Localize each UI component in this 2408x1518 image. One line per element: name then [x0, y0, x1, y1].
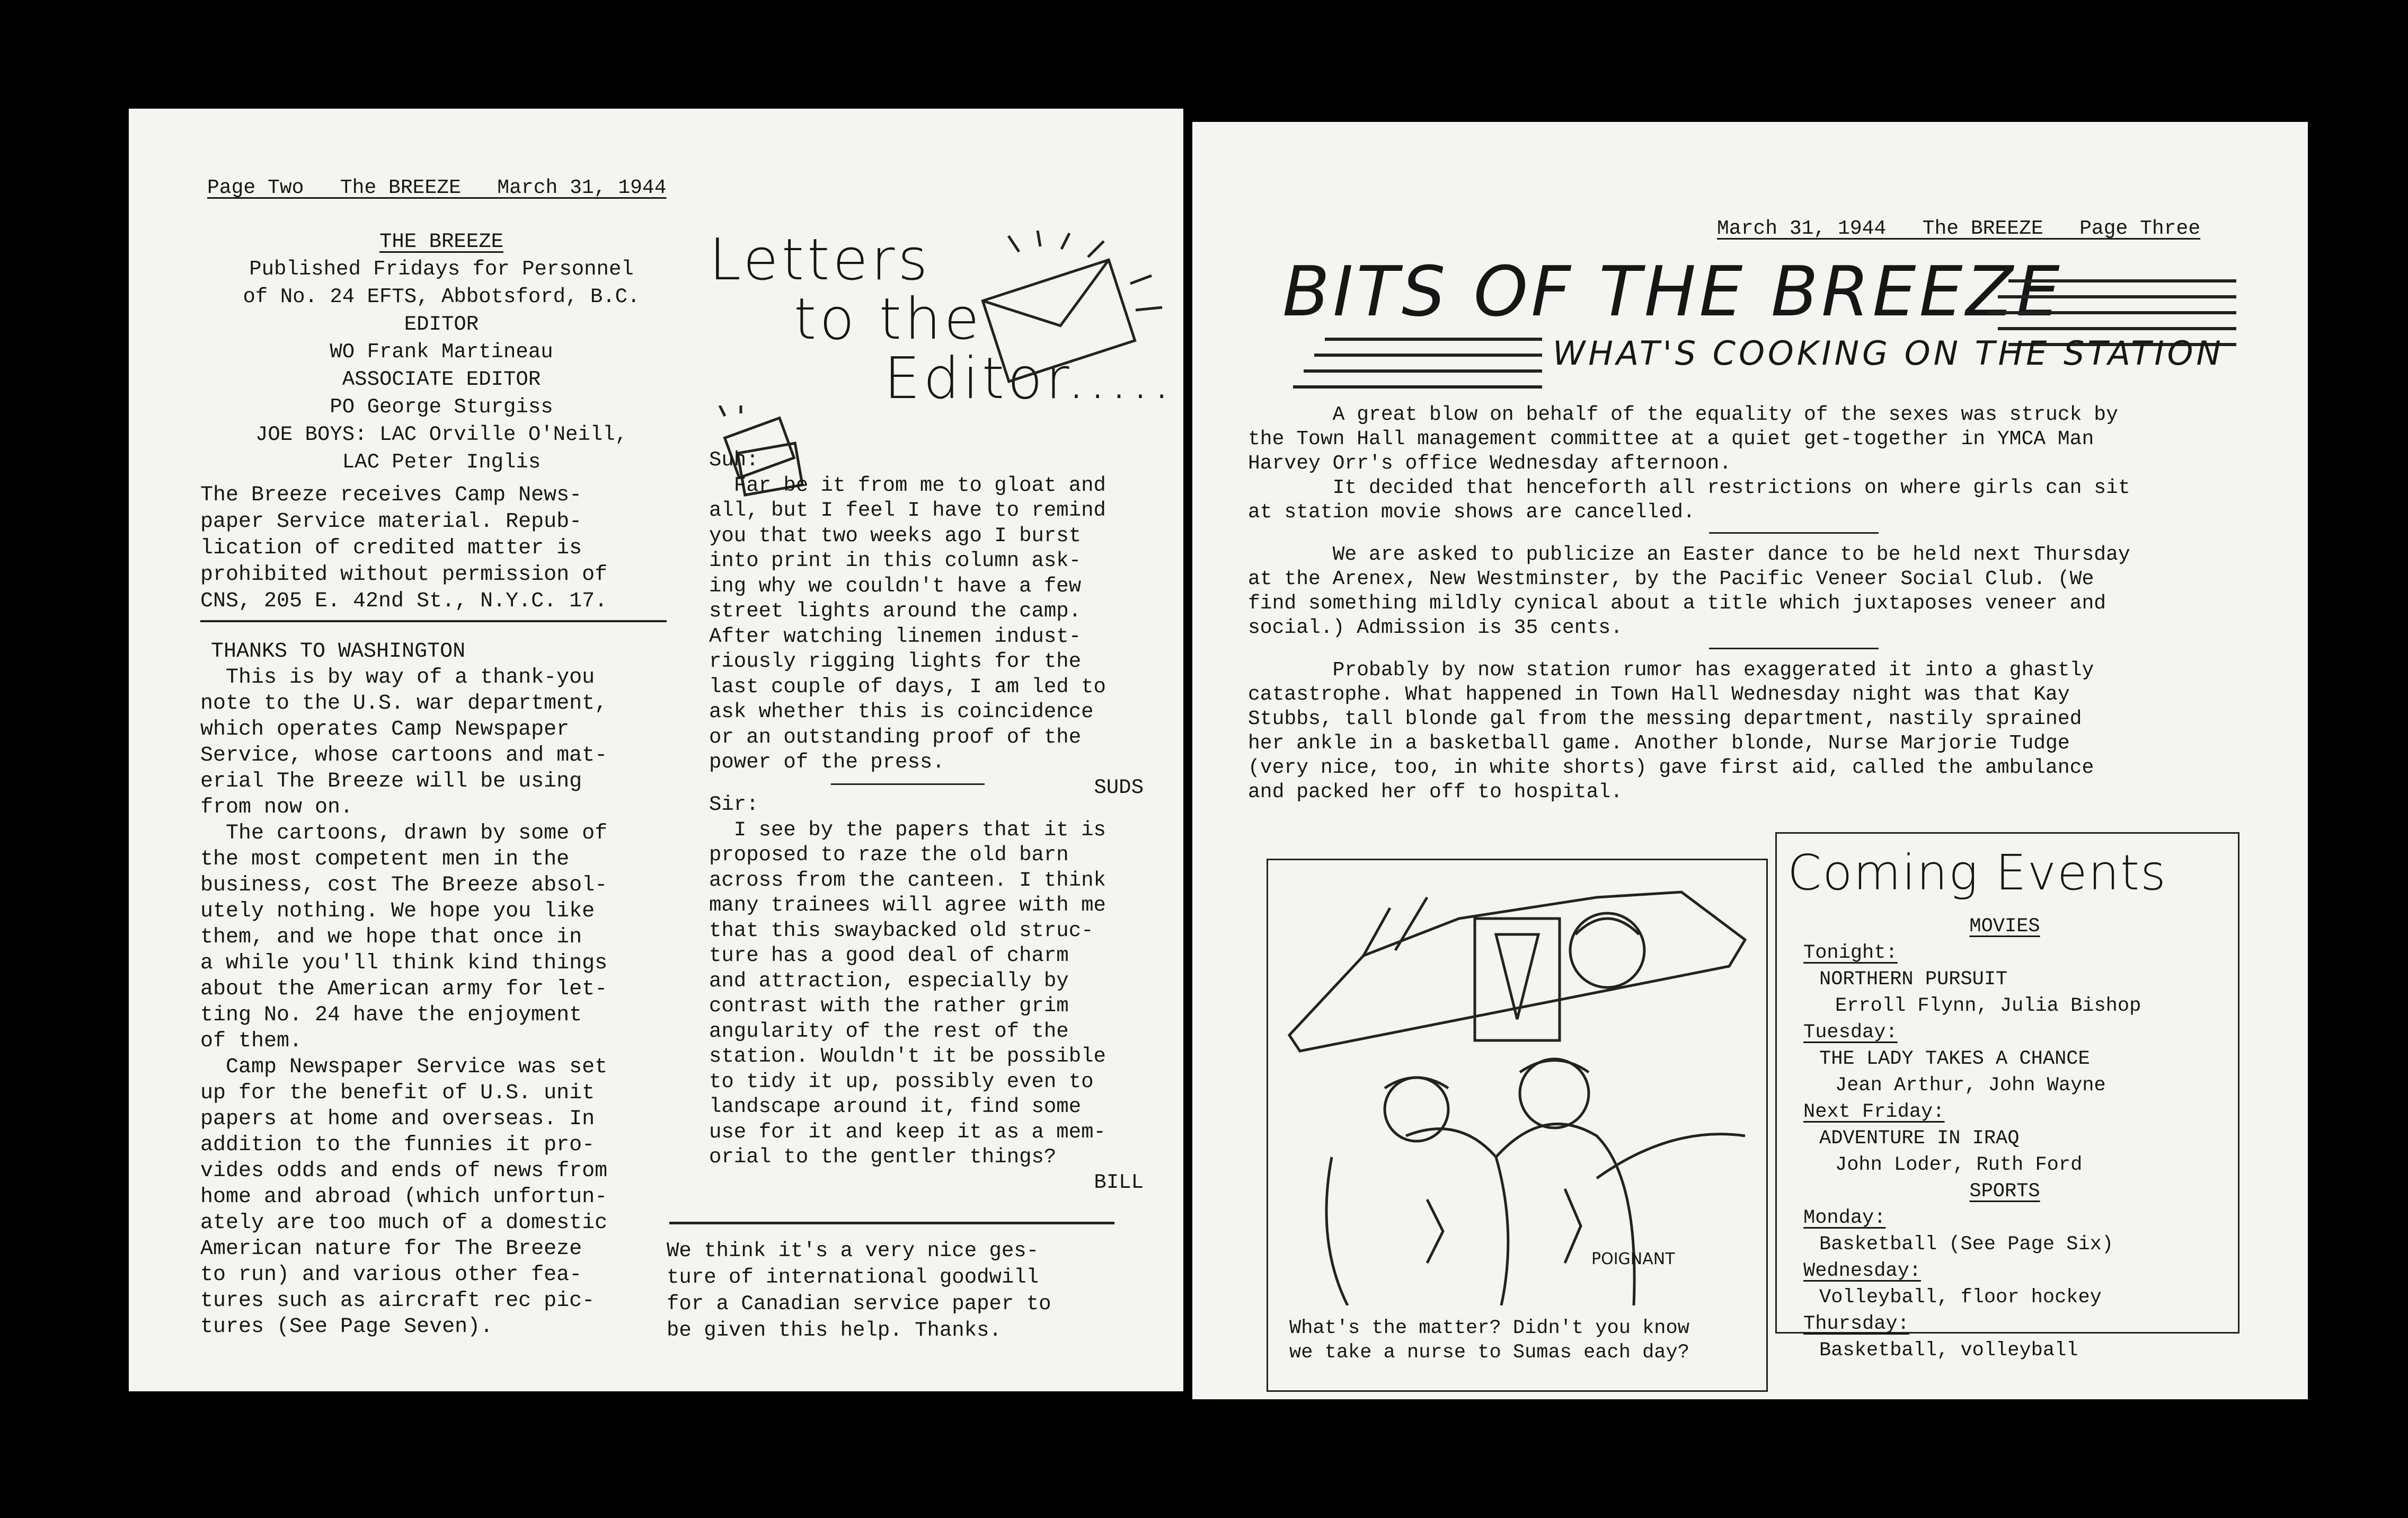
article-line: ting No. 24 have the enjoyment — [200, 1003, 582, 1027]
paragraph-line: at the Arenex, New Westminster, by the Pacific Veneer Social Club. (We — [1248, 568, 2094, 590]
letter-line: many trainees will agree with me — [709, 894, 1106, 917]
article-line: home and abroad (which unfortun- — [200, 1185, 608, 1209]
letter-line: contrast with the rather grim — [709, 994, 1069, 1018]
sports-event: Basketball (See Page Six) — [1819, 1233, 2114, 1256]
letter-line: angularity of the rest of the — [709, 1019, 1069, 1043]
article-line: The cartoons, drawn by some of — [200, 822, 608, 845]
joe-boys-line: JOE BOYS: LAC Orville O'Neill, — [255, 423, 628, 446]
article-line: about the American army for let- — [200, 977, 608, 1001]
letter-signature: BILL — [1094, 1170, 1144, 1194]
paragraph-line: A great blow on behalf of the equality of the sexes was struck by — [1248, 403, 2118, 426]
event-day: Tuesday: — [1803, 1021, 1898, 1044]
article-line: Camp Newspaper Service was set — [200, 1055, 608, 1079]
editor-note-line: be given this help. Thanks. — [667, 1319, 1002, 1342]
paragraph-line: Probably by now station rumor has exaggerated it into a ghastly — [1248, 659, 2094, 682]
letter-line: power of the press. — [709, 751, 945, 774]
letter-line: After watching linemen indust- — [709, 624, 1082, 648]
notice-rule — [200, 620, 667, 622]
letter-signature: SUDS — [1094, 775, 1144, 799]
caption-line: we take a nurse to Sumas each day? — [1289, 1342, 1689, 1364]
cartoon-drawing — [1268, 860, 1766, 1305]
event-day: Wednesday: — [1803, 1260, 1922, 1282]
movie-title: NORTHERN PURSUIT — [1819, 968, 2008, 991]
thanks-article — [200, 639, 669, 1340]
article-line: from now on. — [200, 796, 353, 819]
letter-line: and attraction, especially by — [709, 969, 1069, 993]
letter-line: into print in this column ask- — [709, 549, 1082, 572]
masthead-published-line: Published Fridays for Personnel — [249, 258, 634, 281]
paragraph-line: the Town Hall management committee at a quiet get-together in YMCA Man — [1248, 428, 2094, 451]
letters-heading-line: Editor..... — [884, 346, 1174, 412]
notice-line: The Breeze receives Camp News- — [200, 483, 582, 507]
bits-paragraph — [1248, 543, 2276, 640]
article-line: tures (See Page Seven). — [200, 1315, 493, 1339]
movies-list — [1787, 940, 2222, 1178]
events-title: Coming Events — [1787, 844, 2167, 901]
article-line: papers at home and overseas. In — [200, 1107, 595, 1131]
paragraph-line: We are asked to publicize an Easter dance to be held next Thursday — [1248, 543, 2130, 566]
article-line: note to the U.S. war department, — [200, 692, 608, 716]
figure-right — [1496, 1124, 1634, 1306]
masthead — [203, 228, 680, 476]
article-line: Service, whose cartoons and mat- — [200, 744, 608, 767]
editor-note-line: We think it's a very nice ges- — [667, 1239, 1039, 1263]
editor-note — [667, 1238, 1112, 1344]
letter-line: station. Wouldn't it be possible — [709, 1045, 1106, 1068]
letter-line: proposed to raze the old barn — [709, 843, 1069, 867]
letter-line: ing why we couldn't have a few — [709, 574, 1082, 598]
letter-line: or an outstanding proof of the — [709, 725, 1082, 749]
article-line: addition to the funnies it pro- — [200, 1133, 595, 1157]
letter-line: ask whether this is coincidence — [709, 700, 1094, 723]
movie-stars: Erroll Flynn, Julia Bishop — [1835, 995, 2141, 1017]
divider-rule — [1709, 532, 1879, 534]
paragraph-line: Stubbs, tall blonde gal from the messing department, nastily sprained — [1248, 708, 2082, 730]
letter-line: that this swaybacked old struc- — [709, 919, 1094, 942]
sports-list — [1787, 1205, 2222, 1364]
paragraph-line: at station movie shows are cancelled. — [1248, 501, 1695, 524]
letter-line: across from the canteen. I think — [709, 868, 1106, 892]
event-day: Next Friday: — [1803, 1101, 1945, 1123]
letter-salutation: Suh: — [709, 448, 759, 472]
letter-line: orial to the gentler things? — [709, 1145, 1057, 1169]
events-list — [1787, 913, 2222, 1364]
letter-line: all, but I feel I have to remind — [709, 499, 1106, 522]
article-line: This is by way of a thank-you — [200, 666, 595, 690]
article-line: them, and we hope that once in — [200, 925, 582, 949]
article-line: the most competent men in the — [200, 848, 570, 871]
movies-label: MOVIES — [1969, 915, 2040, 938]
associate-editor-label: ASSOCIATE EDITOR — [342, 368, 541, 391]
letter-body — [709, 473, 1154, 775]
bits-subtitle: WHAT'S COOKING ON THE STATION — [1553, 334, 2224, 373]
column-gap — [685, 241, 686, 1381]
paragraph-divider — [1248, 525, 2276, 543]
editor-note-line: for a Canadian service paper to — [667, 1292, 1051, 1316]
article-line: vides odds and ends of news from — [200, 1159, 608, 1183]
paragraph-line: her ankle in a basketball game. Another blonde, Nurse Marjorie Tudge — [1248, 732, 2070, 755]
left-page-header: Page Two The BREEZE March 31, 1944 — [207, 176, 667, 199]
letter-line: riously rigging lights for the — [709, 650, 1082, 673]
article-line: up for the benefit of U.S. unit — [200, 1081, 595, 1105]
article-line: a while you'll think kind things — [200, 951, 608, 975]
masthead-name: THE BREEZE — [379, 230, 504, 253]
sports-label: SPORTS — [1969, 1180, 2040, 1203]
divider-rule — [1709, 648, 1879, 649]
editor-label: EDITOR — [404, 313, 479, 336]
paragraph-line: It decided that henceforth all restrictions on where girls can sit — [1248, 476, 2130, 499]
letter-line: street lights around the camp. — [709, 599, 1082, 623]
right-page-header: March 31, 1944 The BREEZE Page Three — [1717, 217, 2201, 240]
masthead-notice — [200, 482, 669, 615]
letter-body — [709, 818, 1154, 1170]
letter-line: ture has a good deal of charm — [709, 944, 1069, 967]
paragraph-line: Harvey Orr's office Wednesday afternoon. — [1248, 452, 1732, 475]
letter-salutation: Sir: — [709, 793, 759, 816]
bits-paragraph — [1248, 403, 2276, 525]
paragraph-line: and packed her off to hospital. — [1248, 781, 1623, 804]
event-day: Tonight: — [1803, 942, 1898, 964]
article-line: utely nothing. We hope you like — [200, 899, 595, 923]
editor-name: WO Frank Martineau — [330, 340, 553, 364]
article-line: American nature for The Breeze — [200, 1237, 582, 1261]
sports-event: Basketball, volleyball — [1819, 1339, 2078, 1362]
coming-events-box — [1775, 832, 2239, 1362]
letter-line: I see by the papers that it is — [709, 818, 1106, 842]
figure-left — [1326, 1129, 1508, 1305]
letter-line: use for it and keep it as a mem- — [709, 1120, 1106, 1144]
letter-bill — [709, 792, 1154, 1195]
editor-note-rule — [669, 1222, 1114, 1224]
letter-line: Far be it from me to gloat and — [709, 473, 1106, 497]
bits-paragraph — [1248, 658, 2276, 805]
paragraph-line: find something mildly cynical about a title which juxtaposes veneer and — [1248, 592, 2106, 615]
letters-heading-line: to the — [794, 286, 982, 352]
letter-suds — [709, 448, 1154, 800]
event-day: Thursday: — [1803, 1313, 1909, 1335]
associate-editor-name: PO George Sturgiss — [330, 395, 553, 419]
article-line: of them. — [200, 1029, 303, 1053]
letter-line: landscape around it, find some — [709, 1095, 1082, 1118]
notice-line: lication of credited matter is — [200, 536, 582, 560]
right-page — [1192, 122, 2308, 1399]
joe-boys-line: LAC Peter Inglis — [342, 451, 541, 474]
thanks-lines — [200, 665, 669, 1340]
letter-line: you that two weeks ago I burst — [709, 524, 1082, 548]
movie-title: ADVENTURE IN IRAQ — [1819, 1127, 2020, 1150]
subtitle-speed-lines — [1293, 329, 1547, 398]
article-line: erial The Breeze will be using — [200, 770, 582, 793]
bits-paragraphs — [1248, 403, 2276, 805]
pilot-head — [1570, 913, 1644, 987]
cartoon-caption — [1289, 1316, 1689, 1365]
article-line: tures such as aircraft rec pic- — [200, 1289, 595, 1313]
notice-line: CNS, 205 E. 42nd St., N.Y.C. 17. — [200, 589, 608, 613]
article-line: to run) and various other fea- — [200, 1263, 582, 1287]
thanks-heading: THANKS TO WASHINGTON — [211, 640, 466, 664]
article-line: which operates Camp Newspaper — [200, 718, 570, 742]
event-day: Monday: — [1803, 1207, 1886, 1229]
cartoon — [1267, 859, 1768, 1392]
movie-title: THE LADY TAKES A CHANCE — [1819, 1048, 2090, 1070]
letter-line: to tidy it up, possibly even to — [709, 1070, 1094, 1093]
aircraft-fuselage — [1289, 892, 1745, 1051]
notice-line: prohibited without permission of — [200, 563, 608, 587]
masthead-published-line: of No. 24 EFTS, Abbotsford, B.C. — [243, 285, 640, 308]
envelope-icon — [955, 231, 1178, 390]
movie-stars: Jean Arthur, John Wayne — [1835, 1074, 2106, 1097]
cockpit-window — [1475, 919, 1560, 1040]
cartoon-signature: POIGNANT — [1591, 1250, 1675, 1268]
left-page — [129, 109, 1183, 1391]
caption-line: What's the matter? Didn't you know — [1289, 1317, 1689, 1339]
letters-heading-line: Letters — [709, 227, 931, 293]
bits-title: BITS OF THE BREEZE — [1282, 251, 2063, 332]
letter-divider — [831, 783, 985, 785]
letter-line: last couple of days, I am led to — [709, 675, 1106, 699]
paragraph-divider — [1248, 640, 2276, 658]
paragraph-line: (very nice, too, in white shorts) gave first aid, called the ambulance — [1248, 756, 2094, 779]
sports-event: Volleyball, floor hockey — [1819, 1286, 2102, 1309]
movie-stars: John Loder, Ruth Ford — [1835, 1154, 2083, 1176]
article-line: business, cost The Breeze absol- — [200, 873, 608, 897]
notice-line: paper Service material. Repub- — [200, 510, 582, 534]
paragraph-line: catastrophe. What happened in Town Hall Wednesday night was that Kay — [1248, 683, 2070, 706]
paragraph-line: social.) Admission is 35 cents. — [1248, 616, 1623, 639]
article-line: ately are too much of a domestic — [200, 1211, 608, 1235]
editor-note-line: ture of international goodwill — [667, 1266, 1039, 1289]
